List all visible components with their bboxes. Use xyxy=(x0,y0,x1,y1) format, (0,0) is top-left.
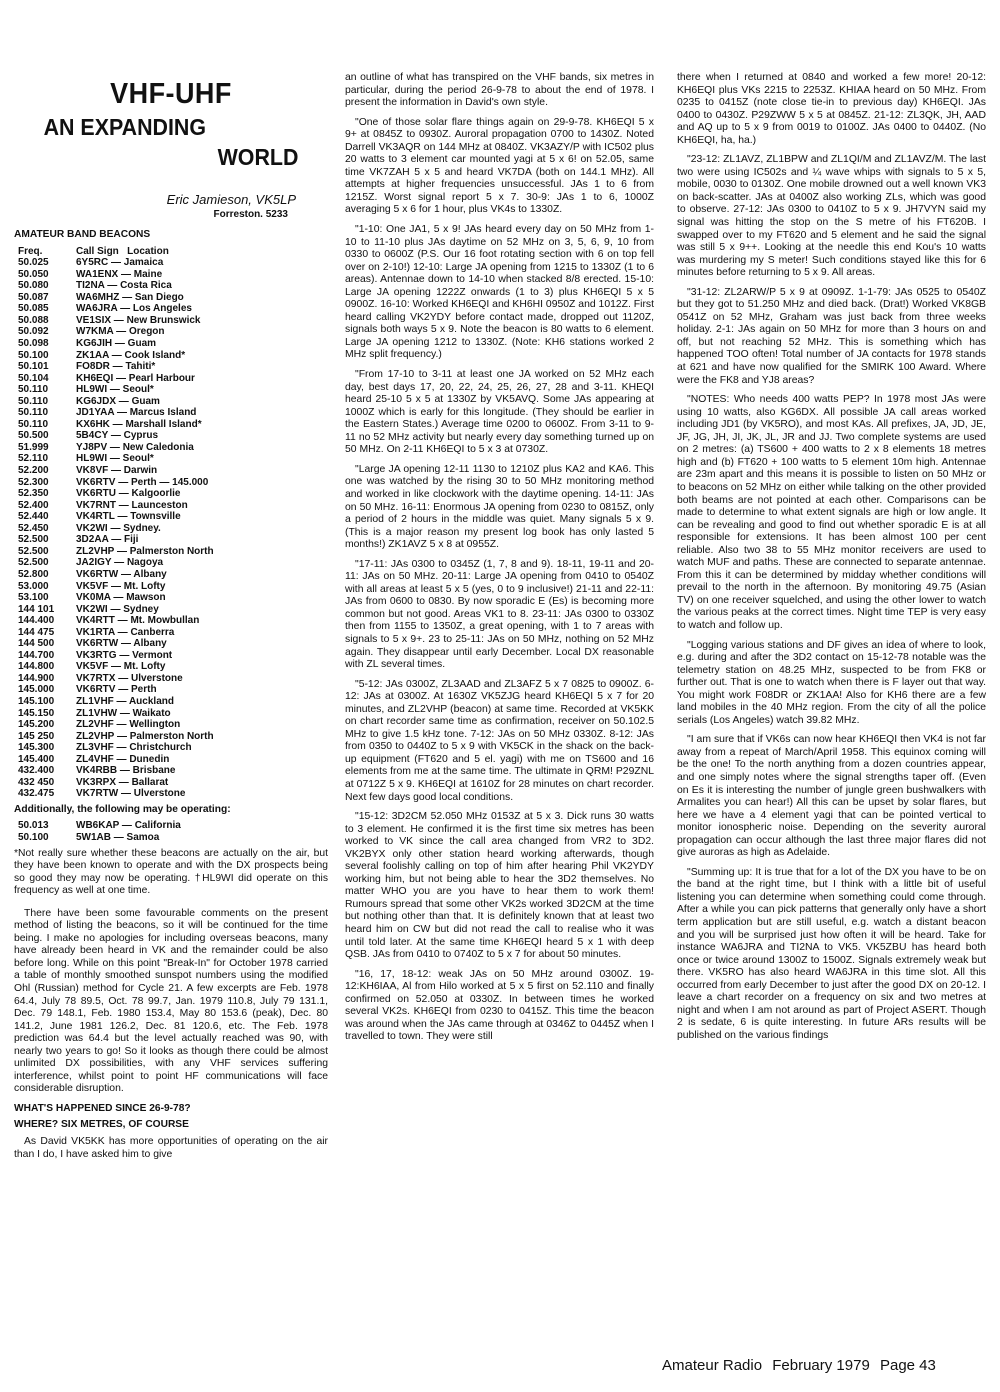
beacon-row xyxy=(18,673,214,685)
beacon-row xyxy=(18,546,214,558)
paragraph: "Summing up: It is true that for a lot of the DX you have to be on the band at the right time, but I think with a little bit of useful listening you can determine when something could come through. After a while you can pick patterns that generally only have a short term application but are still useful, e.g. watch a distant beacon and you will be surprised just how often it will be heard. Take for instance WA6JRA and TI2NA to VK5. VK5ZBU has heard both once or twice around 1300Z to 1500Z. Signals extremely weak but there. VK5RO has also heard WA6JRA in this time slot. All this occurred from early December to just after the good DX on 20-12. I leave a chart recorder on a frequency on six and two metres at night and when I am not around as part of Project ASERT. Though 2 is sedate, 6 is quite interesting. In future ARs results will be published on the various findings xyxy=(677,866,986,1041)
beacon-callsign-location: VK6RTV — Perth xyxy=(76,684,157,696)
beacon-row xyxy=(18,396,214,408)
beacon-callsign-location: KG6JDX — Guam xyxy=(76,395,160,407)
beacon-frequency: 144.700 xyxy=(18,649,55,661)
author-byline: Eric Jamieson, VK5LP xyxy=(166,192,296,207)
beacon-row xyxy=(18,488,214,500)
beacon-frequency: 50.110 xyxy=(18,384,49,396)
paragraph: "1-10: One JA1, 5 x 9! JAs heard every day on 50 MHz from 1-10 to 11-10 plus JAs daytime on 52 MHz on 3, 5, 6, 9, 10 from 0330 to 0600Z (P.S. Our 16 foot rotating section with 6 on top fell over on 2-10!) 12-10: Large JA opening from 1215 to 1330Z (1 to 6 areas). Antennae down to 14-10 when stacked 8/8 erected. 15-10: Large JA opening 1222Z onwards (1 to 3) plus KH6EQI 5 x 5 0900Z. 16-10: Worked KH6EQI and KH6HI 0950Z and 1012Z. First heard calling VK2YDY before contact made, dropped out 1120Z, signals both ways 5 x 9. Note the beacon is 80 watts to 6 element. Large JA opening 1212 to 1330Z. (Note: KH6 stations worked 2 MHz split frequency.) xyxy=(345,224,654,361)
beacon-callsign-location: FO8DR — Tahiti* xyxy=(76,361,156,373)
beacon-frequency: 52.300 xyxy=(18,476,49,488)
beacon-callsign-location: ZL1VHF — Auckland xyxy=(76,695,174,707)
paragraph: "From 17-10 to 3-11 at least one JA worked on 52 MHz each day, best days 17, 20, 22, 24, 25, 26, 27, 28 and 3-11. KHEQI heard 25-10 5 x 5 at 1330Z by VK5AVQ. Some JAs appearing at 1000Z which is early for this longitude. (They should be earlier in the Eastern States.) Average time 0200 to 0600Z. From 3-11 to 9-11 no 52 MHz activity but nearly every day something turned up on 50 MHz. On 2-11 KH6EQI to 5 x 3 at 0730Z. xyxy=(345,369,654,456)
column-1 xyxy=(14,76,328,1168)
paragraph: There have been some favourable comments on the present method of listing the beacons, so it will be continued for the time being. I make no apologies for including overseas beacons, many have already been heard in VK and the remainder could be also before long. While on this point "Break-In" for October 1978 carried a table of monthly smoothed sunspot numbers using the modified Ohl (Russian) method for Cycle 21. A few excerpts are Feb. 1978 64.4, July 78 89.5, Oct. 78 99.7, Jan. 1979 110.8, July 79 131.1, Dec. 79 148.1, Feb. 1980 153.4, May 80 153.6 (peak), Dec. 80 141.2, June 1981 126.2, Dec. 81 120.6, etc. The Feb. 1978 prediction was 64.4 but the level actually reached was 90, with nearly two years to go! So it looks as though there could be almost unlimited DX possibilities, with any VHF services suffering interference, whilst point to point HF communications will face considerable disruption. xyxy=(14,907,328,1095)
beacon-row xyxy=(18,361,214,373)
beacon-frequency: 50.500 xyxy=(18,430,49,442)
beacon-row xyxy=(18,820,181,832)
beacon-callsign-location: ZL2VHP — Palmerston North xyxy=(76,545,214,557)
header-freq: Freq. xyxy=(18,245,43,257)
beacon-frequency: 51.999 xyxy=(18,441,49,453)
beacon-callsign-location: WA1ENX — Maine xyxy=(76,268,163,280)
beacon-frequency: 144.900 xyxy=(18,672,55,684)
header-location: Location xyxy=(127,245,169,257)
beacon-callsign-location: WA6MHZ — San Diego xyxy=(76,291,184,303)
beacon-row xyxy=(18,465,214,477)
beacon-row xyxy=(18,500,214,512)
paragraph: an outline of what has transpired on the VHF bands, six metres in particular, during the period 26-9-78 to about the end of 1978. I present the information in David's own style. xyxy=(345,72,654,109)
paragraph: "Large JA opening 12-11 1130 to 1210Z plus KA2 and KA6. This one was watched by the rising 30 to 50 MHz monitoring method and worked in like clockwork with the daytime opening. 14-11: JAs on 50 MHz. 16-11: Enormous JA opening from 0230 to 0815Z, only a period of 2 hours in the middle was quiet. Many signals 5 x 9. (This is a major reason my present log book has only lasted 5 months!) ZK1AVZ 5 x 8 at 0955Z. xyxy=(345,463,654,551)
beacon-frequency: 50.080 xyxy=(18,280,49,292)
beacon-row xyxy=(18,615,214,627)
beacon-frequency: 50.085 xyxy=(18,303,49,315)
paragraph: "I am sure that if VK6s can now hear KH6EQI then VK4 is not far away from a repeat of March/April 1958. This equinox coming will be the one! To the north anything from a dozen countries appear, and one simply notes where the signal strengths taper off. (Even on Es it is interesting the number of jungle green bushwalkers with Armalites you can hear!) All this can be upset by solar flares, but here we have a 4 element yagi that can be pointed vertical to monitor ionospheric noise. Depending on the severity auroral propagation can occur although the last three major flares did not give auroras as high as Adelaide. xyxy=(677,734,986,859)
article-title-line-1: VHF-UHF xyxy=(110,78,232,110)
beacon-row xyxy=(18,696,214,708)
beacon-callsign-location: VK5VF — Mt. Lofty xyxy=(76,580,166,592)
header-call: Call Sign xyxy=(76,245,119,257)
beacon-callsign-location: 5B4CY — Cyprus xyxy=(76,430,159,442)
column-2 xyxy=(345,72,654,1051)
beacon-row xyxy=(18,280,214,292)
beacon-callsign-location: ZL3VHF — Christchurch xyxy=(76,742,192,754)
column-3 xyxy=(677,72,986,1049)
beacon-callsign-location: ZL2VHP — Palmerston North xyxy=(76,730,214,742)
beacon-callsign-location: VK6RTW — Albany xyxy=(76,638,167,650)
beacon-row xyxy=(18,269,214,281)
beacon-frequency: 52.400 xyxy=(18,499,49,511)
beacon-frequency: 145 250 xyxy=(18,730,55,742)
beacon-frequency: 145.100 xyxy=(18,695,55,707)
beacon-frequency: 432.400 xyxy=(18,765,55,777)
beacon-callsign-location: VK7RTX — Ulverstone xyxy=(76,672,183,684)
footer-issue: February 1979 xyxy=(772,1357,870,1374)
beacon-callsign-location: VK0MA — Mawson xyxy=(76,592,166,604)
beacon-row xyxy=(18,708,214,720)
beacon-row xyxy=(18,684,214,696)
paragraph: "16, 17, 18-12: weak JAs on 50 MHz around 0300Z. 19-12:KH6IAA, Al from Hilo worked at 5 x 5 first on 52.110 and finally confirmed on 52.050 at 0330Z. In between times he worked several VK2s. KH6EQI from 0230 to 0415Z. This time the beacon was around when the JAs came through at 0346Z to 0445Z when I travelled to town. They were still xyxy=(345,968,654,1043)
beacon-callsign-location: W7KMA — Oregon xyxy=(76,326,165,338)
beacon-callsign-location: KG6JIH — Guam xyxy=(76,338,157,350)
beacon-row xyxy=(18,661,214,673)
beacon-callsign-location: VK7RNT — Launceston xyxy=(76,499,188,511)
article-title-line-2: AN EXPANDING xyxy=(43,114,207,140)
beacon-frequency: 52.800 xyxy=(18,568,49,580)
beacon-row xyxy=(18,511,214,523)
paragraph: there when I returned at 0840 and worked a few more! 20-12: KH6EQI plus VKs 2215 to 2253Z. KHIAA heard on 50 MHz. From 0235 to 0415Z (note close tie-in to previous day) KH6EQI. JAs 0400 to 0430Z. P29ZWW 5 x 5 at 0845Z. 21-12: ZL3QK, JH, AAD and AQ up to 5 x 9 from 0019 to 0100Z. JAs 0400 to 0440Z. (No KH6EQI, ha, ha.) xyxy=(677,72,986,146)
beacon-row xyxy=(18,384,214,396)
page-footer xyxy=(662,1357,942,1374)
beacon-callsign-location: TI2NA — Costa Rica xyxy=(76,280,172,292)
beacon-frequency: 50.110 xyxy=(18,395,49,407)
beacon-row xyxy=(18,604,214,616)
footer-magazine: Amateur Radio xyxy=(662,1357,763,1374)
subhead-2: WHERE? SIX METRES, OF COURSE xyxy=(14,1119,189,1131)
paragraph: As David VK5KK has more opportunities of operating on the air than I do, I have asked him to give xyxy=(14,1136,328,1160)
additional-beacon-table xyxy=(18,820,181,843)
beacon-row xyxy=(18,303,214,315)
beacon-callsign-location: VK1RTA — Canberra xyxy=(76,626,175,638)
beacon-row xyxy=(18,788,214,800)
beacon-frequency: 144.800 xyxy=(18,661,55,673)
beacon-row xyxy=(18,719,214,731)
beacons-footnote: *Not really sure whether these beacons are actually on the air, but they have been known to operate and with the DX prospects being so good they may now be operating. †HL9WI did operate on this frequency as well at one time. xyxy=(14,847,328,897)
beacon-table xyxy=(18,246,214,800)
beacon-frequency: 432.475 xyxy=(18,788,55,800)
beacon-row xyxy=(18,731,214,743)
paragraph: "15-12: 3D2CM 52.050 MHz 0153Z at 5 x 3. Dick runs 30 watts to 3 element. He confirmed it is the first time six metres has been worked to VK since the call area changed from VR2 to 3D2. VK2BYX only other station heard working afterwards, though several foolishly calling on top of him after hearing Phil VK2YDY working him, but not being able to hear the 3D2 themselves. No matter WHO you are you have to hear them to work them! Rumours spread that some other VK2s worked 3D2CM at the time but nothing other than that. It is definitely known that at least two heard him on CW but did not read the call to realise who it was until told later. At the same time KH6EQI heard 5 x 1 with deep QSB. JAs from 0410 to 0740Z to 5 x 7 for about 50 minutes. xyxy=(345,811,654,961)
beacon-frequency: 145.150 xyxy=(18,707,55,719)
beacon-callsign-location: ZL2VHF — Wellington xyxy=(76,719,181,731)
beacon-callsign-location: VK6RTU — Kalgoorlie xyxy=(76,488,181,500)
beacon-frequency: 52.200 xyxy=(18,465,49,477)
beacon-callsign-location: JD1YAA — Marcus Island xyxy=(76,407,197,419)
beacon-frequency: 50.098 xyxy=(18,338,49,350)
beacon-callsign-location: KX6HK — Marshall Island* xyxy=(76,418,202,430)
beacon-row xyxy=(18,592,214,604)
beacon-frequency: 145.300 xyxy=(18,742,55,754)
beacon-frequency: 52.500 xyxy=(18,534,49,546)
footer-page: Page 43 xyxy=(879,1357,936,1374)
subhead-1: WHAT'S HAPPENED SINCE 26-9-78? xyxy=(14,1102,191,1114)
beacon-frequency: 144 101 xyxy=(18,603,55,615)
beacon-row xyxy=(18,315,214,327)
beacon-callsign-location: VK4RBB — Brisbane xyxy=(76,765,176,777)
paragraph: "5-12: JAs 0300Z, ZL3AAD and ZL3AFZ 5 x 7 0825 to 0900Z. 6-12: JAs at 0300Z. At 1630Z VK5ZJG heard KH6EQI 5 x 7 for 20 minutes, and ZL2VHP (beacon) at same time. Recorded at VK5KK on chart recorder same time as confirmation, receiver on 50.102.5 MHz to give 1.5 kHz tone. 7-12: JAs on 50 MHz 0330Z. 8-12: JAs from 0350 to 0440Z to 5 x 9 with VK5CK in the shack on the back-up equipment (FT620 and 5 el. yagi) with me on TS600 and 16 elements from me at the same time. The ultimate in QRM! P29ZNL at 0712Z 5 x 9. KH6EQI at 1610Z for 28 minutes on chart recorder. Next few days good local conditions. xyxy=(345,678,654,803)
beacon-row xyxy=(18,557,214,569)
beacon-callsign-location: HL9WI — Seoul* xyxy=(76,453,154,465)
beacon-frequency: 50.088 xyxy=(18,314,49,326)
beacon-row xyxy=(18,430,214,442)
paragraph: "Logging various stations and DF gives an idea of where to look, e.g. during and after the 3D2 contact on 15-12-78 notable was the telemetry station on 48.25 MHz, suspected to be from FK8 or further out. That is one to watch when there is F layer out that way. You might work F08DR or ZK1AA! Also for KH6 there are a few land mobiles in the 40 MHz region. From the city of all the police serials (Los Angeles) watch 39.82 MHz. xyxy=(677,639,986,726)
beacon-row xyxy=(18,338,214,350)
beacon-frequency: 52.500 xyxy=(18,557,49,569)
beacon-callsign-location: JA2IGY — Nagoya xyxy=(76,557,164,569)
beacon-callsign-location: VK6RTW — Albany xyxy=(76,568,167,580)
beacon-callsign-location: VE1SIX — New Brunswick xyxy=(76,314,201,326)
beacon-callsign-location: VK5VF — Mt. Lofty xyxy=(76,661,166,673)
beacon-row xyxy=(18,581,214,593)
beacon-row xyxy=(18,326,214,338)
beacon-frequency: 50.092 xyxy=(18,326,49,338)
beacon-row xyxy=(18,742,214,754)
beacon-frequency: 50.110 xyxy=(18,418,49,430)
beacon-callsign-location: VK6RTV — Perth — 145.000 xyxy=(76,476,209,488)
beacon-frequency: 50.087 xyxy=(18,291,49,303)
beacon-row xyxy=(18,754,214,766)
beacon-table-header xyxy=(18,246,214,258)
beacon-callsign-location: ZK1AA — Cook Island* xyxy=(76,349,186,361)
beacon-frequency: 50.104 xyxy=(18,372,49,384)
paragraph: "17-11: JAs 0300 to 0345Z (1, 7, 8 and 9). 18-11, 19-11 and 20-11: JAs on 50 MHz. 20-11: Large JA opening from 0410 to 0540Z with all areas at least 5 x 5 (yes, 0 to 9 inclusive!) 21-11 and 22-11: JAs from 0600 to 0830. By now sporadic E (Es) is becoming more common but not good. Areas VK1 to 8. 23-11: JAs 0300 to 0330Z then from 1155 to 1350Z, a great opening, with 1 to 7 areas with signals to 5 x 9+. 23 to 25-11: JAs on 50 MHz, nothing on 52 MHz again. They disappear until early December. Local DX reasonable with ZL several times. xyxy=(345,558,654,671)
beacon-callsign-location: VK8VF — Darwin xyxy=(76,465,158,477)
beacon-row xyxy=(18,419,214,431)
beacon-callsign-location: VK2WI — Sydney xyxy=(76,603,159,615)
beacon-row xyxy=(18,292,214,304)
beacon-callsign-location: WA6JRA — Los Angeles xyxy=(76,303,192,315)
beacon-callsign-location: HL9WI — Seoul* xyxy=(76,384,154,396)
beacon-frequency: 144.400 xyxy=(18,615,55,627)
beacon-frequency: 50.101 xyxy=(18,361,49,373)
beacon-callsign-location: KH6EQI — Pearl Harbour xyxy=(76,372,195,384)
beacon-row xyxy=(18,650,214,662)
beacon-callsign-location: VK4RTT — Mt. Mowbullan xyxy=(76,615,200,627)
beacon-callsign-location: ZL4VHF — Dunedin xyxy=(76,753,170,765)
beacon-frequency: 144 500 xyxy=(18,638,55,650)
beacon-frequency: 50.025 xyxy=(18,257,49,269)
beacon-frequency: 145.000 xyxy=(18,684,55,696)
beacon-frequency: 145.200 xyxy=(18,719,55,731)
beacon-callsign-location: VK3RTG — Vermont xyxy=(76,649,173,661)
beacon-frequency: 50.013 xyxy=(18,820,49,832)
beacon-row xyxy=(18,627,214,639)
beacon-frequency: 50.110 xyxy=(18,407,49,419)
beacon-row xyxy=(18,350,214,362)
beacon-frequency: 52.350 xyxy=(18,488,49,500)
beacon-row xyxy=(18,765,214,777)
beacon-row xyxy=(18,453,214,465)
beacon-row xyxy=(18,534,214,546)
beacon-callsign-location: 5W1AB — Samoa xyxy=(76,831,160,843)
beacon-frequency: 50.100 xyxy=(18,349,49,361)
beacon-row xyxy=(18,569,214,581)
header-call-location xyxy=(76,246,214,258)
paragraph: "23-12: ZL1AVZ, ZL1BPW and ZL1QI/M and ZL1AVZ/M. The last two were using IC502s and ¼ wave whips with signals to 5 x 5, mobile, 0030 to 0130Z. One mobile drowned out a well known VK3 on back-scatter. JAs at 0400Z also working ZLs, which was good to observe. 27-12: JAs 0300 to 0410Z to 5 x 9. JH7VYN said my signal was hitting the stop on the S metre of his FT620B. I swapped over to my FT620 and 5 element and he said the signal was still 5 x 9++. Looking at the needle this end Kou's 10 watts was murdering my S meter! Such conditions stayed like this for 6 minutes before returning to 5 x 9. All areas. xyxy=(677,154,986,279)
beacon-callsign-location: VK4RTL — Townsville xyxy=(76,511,181,523)
beacon-callsign-location: ZL1VHW — Waikato xyxy=(76,707,171,719)
beacon-frequency: 53.000 xyxy=(18,580,49,592)
beacon-callsign-location: VK7RTW — Ulverstone xyxy=(76,788,186,800)
beacon-frequency: 145.400 xyxy=(18,753,55,765)
beacon-row xyxy=(18,638,214,650)
beacon-row xyxy=(18,777,214,789)
beacon-row xyxy=(18,373,214,385)
beacon-frequency: 52.440 xyxy=(18,511,49,523)
paragraph: "NOTES: Who needs 400 watts PEP? In 1978 most JAs were using 10 watts, also KG6DX. All possible JA call areas worked including JD1 (by VK5RO), and most KAs. All prefixes, JA, JD, JE, JF, JG, JH, JI, JK, JL, JR and JJ. Two complete systems are used on 2 metres: (a) TS600 + 400 watts to 2 x 8 elements 18 metres high and (b) FT620 + 100 watts to 5 element 10m high. Antennae are 23m apart and this means it is possible to listen on 50 MHz or to beacons on 52 MHz on either while talking on the other provided both beams are not pointed at each other. Comparisons can be made to determine to what extent signals are high or low angle. It can be revealing and good to find out whether sporadic E is at all responsible for extensions. It has been almost 100 per cent reliable. Also two 38 to 55 MHz monitor receivers are used to watch MUF and paths. These are connected to separate antennae. From this it can be determined by midday whether conditions will prevail to the north in the afternoon. By monitoring 49.75 (Asian TV) on one receiver squelched, and using the other lower to watch the various peaks at the correct times. Night time TEP is very easy to watch and follow up. xyxy=(677,394,986,631)
beacons-heading: AMATEUR BAND BEACONS xyxy=(14,229,151,241)
beacon-row xyxy=(18,832,181,844)
beacon-frequency: 50.100 xyxy=(18,831,49,843)
beacon-frequency: 144 475 xyxy=(18,626,55,638)
author-location: Forreston. 5233 xyxy=(213,208,288,220)
column-1-body xyxy=(14,908,328,1096)
beacon-callsign-location: 3D2AA — Fiji xyxy=(76,534,139,546)
beacon-row xyxy=(18,523,214,535)
beacon-callsign-location: YJ8PV — New Caledonia xyxy=(76,441,194,453)
beacon-row xyxy=(18,442,214,454)
beacon-row xyxy=(18,257,214,269)
beacon-callsign-location: VK2WI — Sydney. xyxy=(76,522,161,534)
beacon-row xyxy=(18,407,214,419)
article-title-line-3: WORLD xyxy=(217,144,299,170)
beacon-frequency: 432 450 xyxy=(18,776,55,788)
beacon-callsign-location: WB6KAP — California xyxy=(76,820,181,832)
beacon-frequency: 50.050 xyxy=(18,268,49,280)
beacon-frequency: 53.100 xyxy=(18,592,49,604)
additional-beacons-heading: Additionally, the following may be operating: xyxy=(14,803,231,815)
beacon-callsign-location: VK3RPX — Ballarat xyxy=(76,776,169,788)
beacon-callsign-location: 6Y5RC — Jamaica xyxy=(76,257,164,269)
paragraph: "31-12: ZL2ARW/P 5 x 9 at 0909Z. 1-1-79: JAs 0525 to 0540Z but they got to 51.250 MHz and died back. (Drat!) Worked VK8GB 0541Z on 52 MHz, Graham was just back from three weeks holiday. 2-1: JAs again on 50 MHz for more than 3 hours on and off, but not reaching 52 MHz. This is something which has happened TOO often! Total number of JA contacts for 1978 stands at 621 and have now qualified for the SMIRK 100 Award. Where were the FK8 and YJ8 areas? xyxy=(677,286,986,386)
beacon-row xyxy=(18,477,214,489)
beacon-frequency: 52.110 xyxy=(18,453,49,465)
beacon-frequency: 52.450 xyxy=(18,522,49,534)
paragraph: "One of those solar flare things again on 29-9-78. KH6EQI 5 x 9+ at 0845Z to 0930Z. Auroral propagation 0700 to 1430Z. Noted Darrell VK3AQR on 144 MHz at 0840Z. VK3AZY/P with IC502 plus 20 watts to 3 element car mounted yagi at 5 x 6! on 52.05, same time VK7ZAH 5 x 5 and heard VK7DA (both on 144.1 MHz). All attempts at higher frequencies unsuccessful. JAs 1 to 6 from 1215Z. Worst signal report 5 x 7. 30-9: JAs 1 to 6, 1000Z averaging 5 x 6 for 1 hour, plus VK4s to 1330Z. xyxy=(345,116,654,216)
beacon-frequency: 52.500 xyxy=(18,545,49,557)
